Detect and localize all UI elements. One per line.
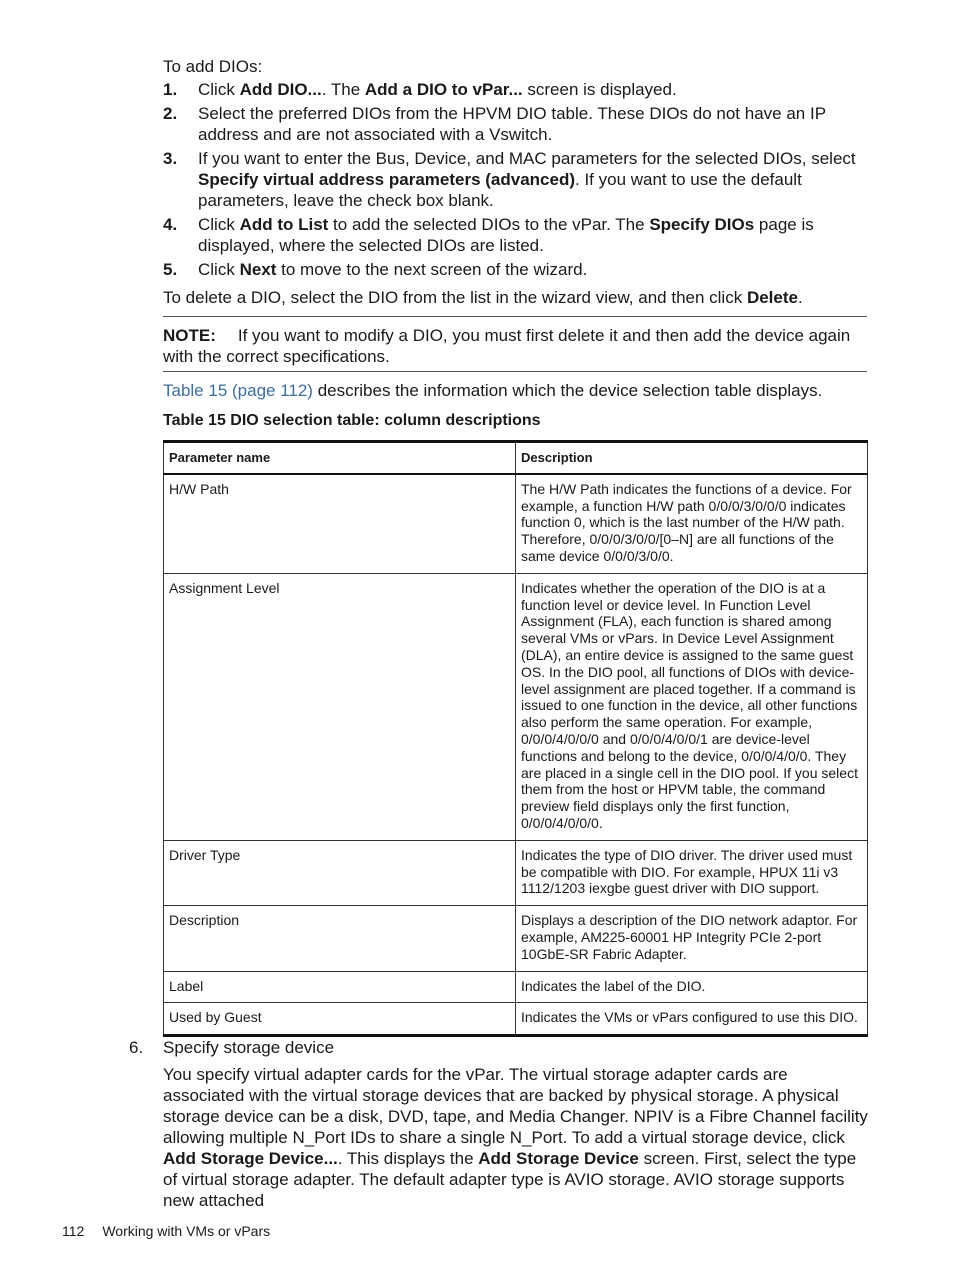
step-number: 1.	[163, 80, 178, 99]
delete-paragraph	[163, 287, 868, 308]
table-row	[164, 840, 868, 905]
storage-part-4: screen. First, select the type of virtual storage adapter. The default adapter type is AVIO storage. AVIO storage supports new attached	[163, 1149, 857, 1210]
table-link[interactable]: Table 15 (page 112)	[163, 381, 313, 400]
table-caption: Table 15 DIO selection table: column descriptions	[163, 412, 541, 429]
description-cell: Indicates whether the operation of the DIO is at a function level or device level. In Function Level Assignment (FLA), each function is shared among several VMs or vPars. In Device Level Assignment (DLA), an entire device is assigned to the same guest OS. In the DIO pool, all functions of DIOs with device-level assignment are placed together. If a command is issued to one function in the device, all other functions also perform the same operation. For example, 0/0/0/4/0/0/0 and 0/0/0/4/0/0/1 are device-level functions and belong to the device, 0/0/0/4/0/0. They are placed in a single cell in the DIO pool. If you select them from the host or HPVM table, the command preview field displays only the first function, 0/0/0/4/0/0/0.	[516, 573, 868, 840]
step-1-part-3: Add a DIO to vPar...	[364, 80, 523, 99]
storage-paragraph	[163, 1064, 869, 1211]
step-4-part-1: Add to List	[239, 215, 329, 234]
storage-part-2: . This displays the	[337, 1149, 479, 1168]
step-1-part-2: . The	[321, 80, 365, 99]
storage-part-0: You specify virtual adapter cards for the vPar. The virtual storage adapter cards are associated with the virtual storage devices that are backed by physical storage. A physical storage device can be a disk, DVD, tape, and Media Changer. NPIV is a Fibre Channel facility allowing multiple N_Port IDs to share a single N_Port. To add a virtual storage device, click	[163, 1065, 868, 1147]
step-number: 5.	[163, 260, 178, 279]
step-4-part-4: page is displayed, where the selected DIOs are listed.	[198, 215, 814, 255]
step-3-part-2: . If you want to use the default parameters, leave the check box blank.	[198, 170, 802, 210]
delete-text: To delete a DIO, select the DIO from the list in the wizard view, and then click	[163, 288, 747, 307]
table-header-row	[164, 442, 868, 474]
storage-part-3: Add Storage Device	[478, 1149, 639, 1168]
step-6-title: Specify storage device	[163, 1038, 335, 1057]
parameter-name-cell: Label	[164, 971, 516, 1003]
step-1-part-4: screen is displayed.	[522, 80, 677, 99]
description-cell: Indicates the label of the DIO.	[516, 971, 868, 1003]
step-item	[163, 148, 868, 211]
note-text: If you want to modify a DIO, you must first delete it and then add the device again with the correct specifications.	[163, 326, 851, 366]
step-1-part-1: Add DIO...	[239, 80, 322, 99]
page-footer	[62, 1223, 270, 1239]
step-6-number: 6.	[129, 1038, 144, 1057]
step-text	[198, 259, 868, 280]
note-box	[163, 325, 868, 367]
step-4-part-2: to add the selected DIOs to the vPar. The	[328, 215, 650, 234]
parameter-name-cell: Description	[164, 906, 516, 971]
step-5-part-0: Click	[198, 260, 240, 279]
step-number: 2.	[163, 104, 178, 123]
table-reference	[163, 380, 868, 401]
step-3-part-1: Specify virtual address parameters (advanced)	[198, 170, 575, 189]
step-5-part-1: Next	[239, 260, 277, 279]
step-4-part-0: Click	[198, 215, 240, 234]
step-1-part-0: Click	[198, 80, 240, 99]
dio-table	[163, 440, 868, 1037]
note-top-rule	[163, 316, 867, 317]
step-item	[163, 103, 868, 145]
header-parameter-name: Parameter name	[164, 442, 516, 474]
table-row	[164, 573, 868, 840]
page-number: 112	[62, 1223, 85, 1239]
footer-title: Working with VMs or vPars	[102, 1223, 271, 1239]
table-row	[164, 1003, 868, 1036]
step-3-part-0: If you want to enter the Bus, Device, and MAC parameters for the selected DIOs, select	[198, 149, 856, 168]
step-item	[163, 259, 868, 280]
step-2-part-0: Select the preferred DIOs from the HPVM DIO table. These DIOs do not have an IP address and are not associated with a Vswitch.	[198, 104, 826, 144]
steps-list	[163, 79, 868, 283]
table-ref-text: describes the information which the device selection table displays.	[312, 381, 823, 400]
step-number: 4.	[163, 215, 178, 234]
step-text	[198, 79, 868, 100]
step-item	[163, 214, 868, 256]
storage-part-1: Add Storage Device...	[163, 1149, 338, 1168]
header-description: Description	[516, 442, 868, 474]
step-number: 3.	[163, 149, 178, 168]
parameter-name-cell: H/W Path	[164, 474, 516, 573]
note-bottom-rule	[163, 371, 867, 372]
intro-text: To add DIOs:	[163, 57, 263, 76]
step-4-part-3: Specify DIOs	[649, 215, 755, 234]
description-cell: The H/W Path indicates the functions of a device. For example, a function H/W path 0/0/0/3/0/0/0 indicates function 0, which is the last number of the H/W path. Therefore, 0/0/0/3/0/0/[0–N] are all functions of the same device 0/0/0/3/0/0.	[516, 474, 868, 573]
description-cell: Indicates the type of DIO driver. The driver used must be compatible with DIO. For example, HPUX 11i v3 1112/1203 iexgbe guest driver with DIO support.	[516, 840, 868, 905]
delete-text-end: .	[797, 288, 803, 307]
description-cell: Indicates the VMs or vPars configured to use this DIO.	[516, 1003, 868, 1036]
parameter-name-cell: Driver Type	[164, 840, 516, 905]
step-item	[163, 79, 868, 100]
step-text	[198, 214, 868, 256]
table-row	[164, 906, 868, 971]
note-label: NOTE:	[163, 326, 216, 345]
parameter-name-cell: Used by Guest	[164, 1003, 516, 1036]
parameter-name-cell: Assignment Level	[164, 573, 516, 840]
step-5-part-2: to move to the next screen of the wizard.	[276, 260, 588, 279]
description-cell: Displays a description of the DIO network adaptor. For example, AM225-60001 HP Integrity PCIe 2-port 10GbE-SR Fabric Adapter.	[516, 906, 868, 971]
step-text	[198, 148, 868, 211]
delete-keyword: Delete	[746, 288, 798, 307]
table-row	[164, 971, 868, 1003]
step-text	[198, 103, 868, 145]
table-row	[164, 474, 868, 573]
